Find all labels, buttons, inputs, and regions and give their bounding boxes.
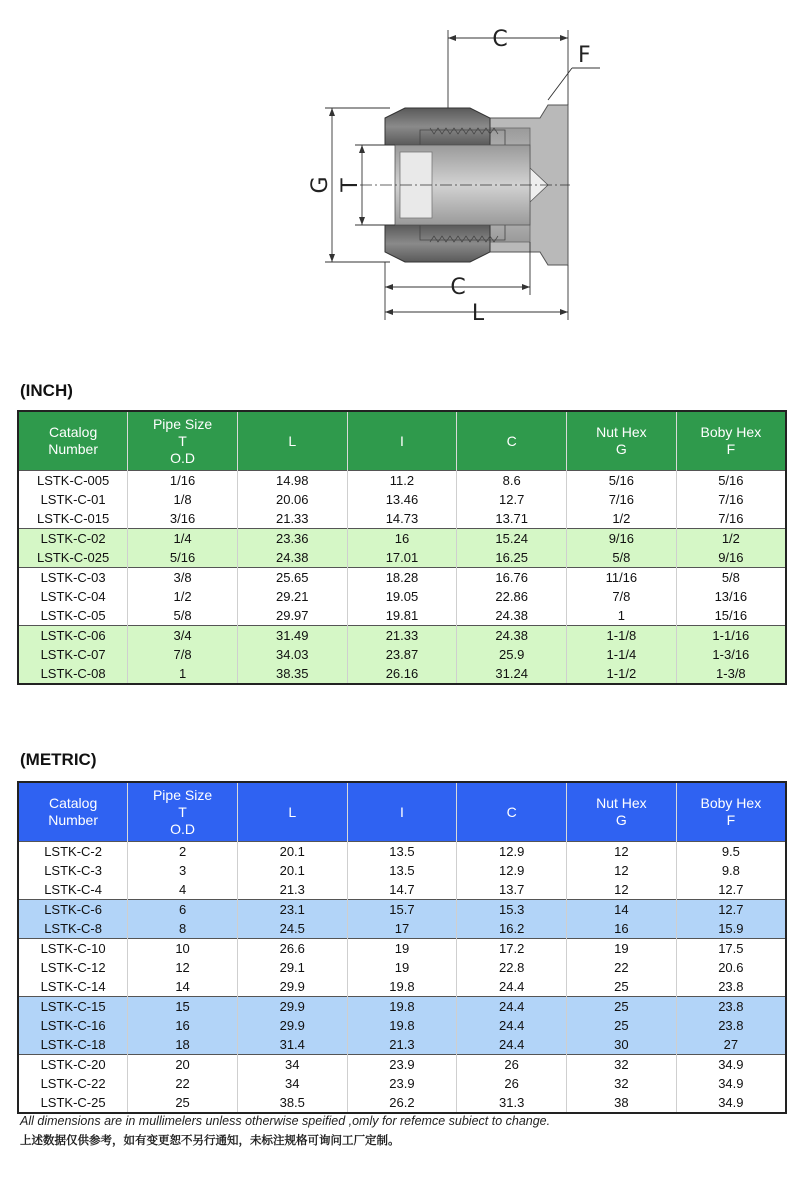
metric-row-group	[18, 900, 786, 939]
table-cell: 38.35	[237, 664, 347, 684]
metric-row-group	[18, 842, 786, 900]
table-cell: 25.65	[237, 568, 347, 588]
table-cell: 14	[567, 900, 677, 920]
table-cell: 20.6	[676, 958, 786, 977]
table-cell: 3/16	[128, 509, 238, 529]
table-cell: 19.8	[347, 997, 457, 1017]
table-cell: 7/16	[676, 490, 786, 509]
table-cell: 1-1/16	[676, 626, 786, 646]
table-cell: LSTK-C-22	[18, 1074, 128, 1093]
table-row	[18, 548, 786, 568]
table-cell: LSTK-C-03	[18, 568, 128, 588]
table-cell: 13.7	[457, 880, 567, 900]
table-cell: 25.9	[457, 645, 567, 664]
table-cell: 31.3	[457, 1093, 567, 1113]
table-cell: 1-3/16	[676, 645, 786, 664]
dim-label-l: L	[471, 301, 485, 326]
table-cell: 15.3	[457, 900, 567, 920]
table-row	[18, 939, 786, 959]
table-cell: 1/2	[128, 587, 238, 606]
metric-col-header-line: C	[506, 803, 517, 820]
inch-col-header-line: L	[288, 432, 297, 449]
table-cell: 29.9	[237, 997, 347, 1017]
inch-col-header	[567, 411, 677, 471]
table-cell: 24.38	[237, 548, 347, 568]
table-cell: 12.7	[676, 880, 786, 900]
table-cell: 16.25	[457, 548, 567, 568]
inch-col-header-line: O.D	[170, 449, 195, 466]
table-cell: 17.5	[676, 939, 786, 959]
table-cell: LSTK-C-15	[18, 997, 128, 1017]
table-cell: 26.16	[347, 664, 457, 684]
table-cell: 8.6	[457, 471, 567, 491]
table-cell: 31.49	[237, 626, 347, 646]
table-row	[18, 529, 786, 549]
table-cell: 23.9	[347, 1074, 457, 1093]
table-cell: 19.8	[347, 1016, 457, 1035]
metric-col-header	[567, 782, 677, 842]
metric-col-header-line: Boby Hex	[700, 795, 762, 811]
table-cell: 38.5	[237, 1093, 347, 1113]
table-cell: 9/16	[567, 529, 677, 549]
table-row	[18, 626, 786, 646]
table-cell: 11/16	[567, 568, 677, 588]
table-cell: 29.9	[237, 1016, 347, 1035]
table-cell: 29.97	[237, 606, 347, 626]
table-cell: 15.9	[676, 919, 786, 939]
table-cell: 24.4	[457, 1016, 567, 1035]
table-cell: 27	[676, 1035, 786, 1055]
inch-col-header-line: Number	[48, 441, 98, 457]
metric-col-header-line: T	[178, 803, 187, 820]
table-cell: 12	[567, 842, 677, 862]
table-cell: 24.4	[457, 1035, 567, 1055]
metric-table-header	[18, 782, 786, 842]
table-row	[18, 842, 786, 862]
table-row	[18, 587, 786, 606]
inch-col-header-line: I	[400, 432, 404, 449]
table-cell: 23.8	[676, 997, 786, 1017]
metric-col-header	[18, 782, 128, 842]
table-cell: 5/8	[567, 548, 677, 568]
table-cell: 38	[567, 1093, 677, 1113]
table-row	[18, 1055, 786, 1075]
table-cell: 1	[128, 664, 238, 684]
table-cell: LSTK-C-16	[18, 1016, 128, 1035]
table-cell: 12	[128, 958, 238, 977]
table-cell: 31.24	[457, 664, 567, 684]
inch-row-group	[18, 471, 786, 529]
inch-col-header-line: G	[615, 441, 627, 457]
dim-label-f: F	[578, 43, 591, 68]
table-cell: 22.8	[457, 958, 567, 977]
table-cell: 12	[567, 861, 677, 880]
table-cell: 24.5	[237, 919, 347, 939]
table-cell: 7/16	[567, 490, 677, 509]
metric-col-header	[457, 782, 567, 842]
table-cell: 20.1	[237, 861, 347, 880]
table-cell: 17	[347, 919, 457, 939]
table-cell: 26.2	[347, 1093, 457, 1113]
dim-label-c-bottom: C	[450, 275, 466, 300]
table-cell: 1	[567, 606, 677, 626]
table-cell: LSTK-C-01	[18, 490, 128, 509]
inch-spec-table	[17, 410, 787, 685]
table-cell: 19.8	[347, 977, 457, 997]
table-cell: 1-1/2	[567, 664, 677, 684]
table-cell: 23.1	[237, 900, 347, 920]
table-cell: 12.9	[457, 861, 567, 880]
table-cell: 23.8	[676, 1016, 786, 1035]
table-cell: 24.4	[457, 977, 567, 997]
table-cell: 19	[567, 939, 677, 959]
inch-section-title: (INCH)	[20, 381, 73, 400]
table-cell: 16.2	[457, 919, 567, 939]
table-cell: 21.3	[237, 880, 347, 900]
table-cell: 20.06	[237, 490, 347, 509]
table-cell: 21.33	[347, 626, 457, 646]
table-row	[18, 490, 786, 509]
table-cell: LSTK-C-20	[18, 1055, 128, 1075]
table-cell: 1-3/8	[676, 664, 786, 684]
table-cell: LSTK-C-14	[18, 977, 128, 997]
table-cell: 30	[567, 1035, 677, 1055]
table-cell: 32	[567, 1055, 677, 1075]
table-cell: 13.71	[457, 509, 567, 529]
metric-col-header-line: Catalog	[48, 795, 98, 811]
table-cell: 34	[237, 1055, 347, 1075]
table-cell: 11.2	[347, 471, 457, 491]
table-row	[18, 1016, 786, 1035]
inch-col-header	[347, 411, 457, 471]
table-cell: 12.9	[457, 842, 567, 862]
table-cell: LSTK-C-07	[18, 645, 128, 664]
table-cell: 22	[567, 958, 677, 977]
table-row	[18, 977, 786, 997]
table-cell: 1/8	[128, 490, 238, 509]
metric-col-header-line: O.D	[170, 820, 195, 837]
inch-col-header-line: Catalog	[48, 424, 98, 440]
table-cell: 32	[567, 1074, 677, 1093]
table-cell: 20	[128, 1055, 238, 1075]
table-cell: 23.8	[676, 977, 786, 997]
metric-spec-table	[17, 781, 787, 1114]
table-row	[18, 645, 786, 664]
table-cell: 1/4	[128, 529, 238, 549]
metric-col-header	[347, 782, 457, 842]
table-cell: 9/16	[676, 548, 786, 568]
table-cell: 31.4	[237, 1035, 347, 1055]
inch-row-group	[18, 568, 786, 626]
inch-col-header	[457, 411, 567, 471]
table-row	[18, 664, 786, 684]
table-cell: LSTK-C-025	[18, 548, 128, 568]
table-row	[18, 509, 786, 529]
table-cell: 13.5	[347, 842, 457, 862]
table-cell: 13.5	[347, 861, 457, 880]
table-cell: LSTK-C-06	[18, 626, 128, 646]
table-cell: 2	[128, 842, 238, 862]
table-cell: 34	[237, 1074, 347, 1093]
table-cell: 34.9	[676, 1074, 786, 1093]
table-cell: 16	[128, 1016, 238, 1035]
table-cell: 13/16	[676, 587, 786, 606]
dim-label-g: G	[308, 176, 333, 194]
table-cell: LSTK-C-6	[18, 900, 128, 920]
table-cell: LSTK-C-04	[18, 587, 128, 606]
table-cell: 25	[567, 1016, 677, 1035]
table-cell: 1-1/8	[567, 626, 677, 646]
table-cell: 3/8	[128, 568, 238, 588]
dim-label-t: T	[338, 178, 363, 192]
table-cell: 15	[128, 997, 238, 1017]
table-cell: 24.38	[457, 626, 567, 646]
table-cell: 17.01	[347, 548, 457, 568]
table-cell: 12.7	[676, 900, 786, 920]
table-cell: 25	[567, 997, 677, 1017]
table-row	[18, 919, 786, 939]
inch-col-header	[128, 411, 238, 471]
table-cell: 14.7	[347, 880, 457, 900]
table-cell: 5/16	[128, 548, 238, 568]
table-cell: 19.05	[347, 587, 457, 606]
table-cell: LSTK-C-18	[18, 1035, 128, 1055]
inch-row-group	[18, 529, 786, 568]
table-cell: 13.46	[347, 490, 457, 509]
table-cell: 9.8	[676, 861, 786, 880]
metric-col-header-line: I	[400, 803, 404, 820]
table-cell: 1/16	[128, 471, 238, 491]
table-cell: LSTK-C-12	[18, 958, 128, 977]
metric-col-header-line: G	[615, 812, 627, 828]
metric-col-header-line: Number	[48, 812, 98, 828]
table-cell: LSTK-C-8	[18, 919, 128, 939]
table-cell: 8	[128, 919, 238, 939]
table-cell: 26	[457, 1055, 567, 1075]
table-row	[18, 880, 786, 900]
table-cell: LSTK-C-4	[18, 880, 128, 900]
table-cell: LSTK-C-05	[18, 606, 128, 626]
table-cell: 25	[128, 1093, 238, 1113]
table-cell: 3/4	[128, 626, 238, 646]
inch-col-header-line: C	[506, 432, 517, 449]
inch-row-group	[18, 626, 786, 685]
table-cell: 17.2	[457, 939, 567, 959]
table-cell: 16	[347, 529, 457, 549]
table-cell: 16	[567, 919, 677, 939]
inch-col-header-line: F	[726, 441, 736, 457]
fitting-cap-drawing	[0, 0, 800, 350]
metric-col-header-line: L	[288, 803, 297, 820]
dim-label-c-top: C	[492, 27, 508, 52]
metric-col-header	[676, 782, 786, 842]
table-cell: 34.9	[676, 1055, 786, 1075]
table-row	[18, 1074, 786, 1093]
table-cell: 29.21	[237, 587, 347, 606]
table-cell: LSTK-C-10	[18, 939, 128, 959]
table-cell: LSTK-C-015	[18, 509, 128, 529]
table-cell: 26.6	[237, 939, 347, 959]
table-cell: 5/16	[676, 471, 786, 491]
table-row	[18, 1035, 786, 1055]
table-cell: 25	[567, 977, 677, 997]
table-cell: 18	[128, 1035, 238, 1055]
table-row	[18, 861, 786, 880]
table-cell: 21.33	[237, 509, 347, 529]
table-row	[18, 958, 786, 977]
metric-row-group	[18, 997, 786, 1055]
table-cell: 15/16	[676, 606, 786, 626]
table-cell: 1-1/4	[567, 645, 677, 664]
table-cell: 21.3	[347, 1035, 457, 1055]
dimensions-note: All dimensions are in mullimelers unless otherwise speified ,omly for refemce subiect to change.	[20, 1114, 551, 1128]
table-cell: 14.73	[347, 509, 457, 529]
table-cell: 23.9	[347, 1055, 457, 1075]
table-cell: 15.7	[347, 900, 457, 920]
table-cell: LSTK-C-25	[18, 1093, 128, 1113]
table-cell: 34.03	[237, 645, 347, 664]
metric-col-header-line: F	[726, 812, 736, 828]
table-cell: 9.5	[676, 842, 786, 862]
table-cell: 34.9	[676, 1093, 786, 1113]
metric-section-title: (METRIC)	[20, 750, 97, 769]
table-row	[18, 997, 786, 1017]
inch-col-header-line: Pipe Size	[152, 415, 213, 432]
table-cell: 6	[128, 900, 238, 920]
table-cell: 14.98	[237, 471, 347, 491]
metric-row-group	[18, 939, 786, 997]
inch-table-header	[18, 411, 786, 471]
inch-col-header-line: T	[178, 432, 187, 449]
table-cell: LSTK-C-005	[18, 471, 128, 491]
table-cell: 5/8	[128, 606, 238, 626]
inch-col-header	[18, 411, 128, 471]
inch-col-header-line: Boby Hex	[700, 424, 762, 440]
table-cell: 16.76	[457, 568, 567, 588]
table-cell: 7/8	[128, 645, 238, 664]
table-cell: 20.1	[237, 842, 347, 862]
metric-col-header-line: Pipe Size	[152, 786, 213, 803]
table-cell: 18.28	[347, 568, 457, 588]
table-row	[18, 1093, 786, 1113]
table-cell: 29.1	[237, 958, 347, 977]
table-cell: LSTK-C-08	[18, 664, 128, 684]
table-cell: 12.7	[457, 490, 567, 509]
table-cell: 26	[457, 1074, 567, 1093]
inch-col-header	[237, 411, 347, 471]
inch-col-header-line: Nut Hex	[596, 424, 647, 440]
table-cell: 29.9	[237, 977, 347, 997]
table-cell: 19	[347, 958, 457, 977]
metric-col-header	[237, 782, 347, 842]
table-cell: 4	[128, 880, 238, 900]
table-cell: 19.81	[347, 606, 457, 626]
table-cell: 7/16	[676, 509, 786, 529]
table-cell: 1/2	[676, 529, 786, 549]
table-cell: 19	[347, 939, 457, 959]
table-cell: 5/16	[567, 471, 677, 491]
table-cell: 23.87	[347, 645, 457, 664]
table-cell: 22	[128, 1074, 238, 1093]
table-cell: 5/8	[676, 568, 786, 588]
table-cell: 15.24	[457, 529, 567, 549]
metric-col-header	[128, 782, 238, 842]
table-cell: 24.38	[457, 606, 567, 626]
table-row	[18, 568, 786, 588]
table-cell: 22.86	[457, 587, 567, 606]
metric-col-header-line: Nut Hex	[596, 795, 647, 811]
table-cell: LSTK-C-3	[18, 861, 128, 880]
table-row	[18, 471, 786, 491]
table-cell: 23.36	[237, 529, 347, 549]
table-cell: 7/8	[567, 587, 677, 606]
table-row	[18, 606, 786, 626]
table-cell: 12	[567, 880, 677, 900]
table-cell: 3	[128, 861, 238, 880]
table-row	[18, 900, 786, 920]
metric-row-group	[18, 1055, 786, 1114]
table-cell: 24.4	[457, 997, 567, 1017]
inch-col-header	[676, 411, 786, 471]
table-cell: 14	[128, 977, 238, 997]
table-cell: LSTK-C-02	[18, 529, 128, 549]
table-cell: 10	[128, 939, 238, 959]
disclaimer-note-chinese: 上述数据仅供参考，如有变更恕不另行通知，未标注规格可询问工厂定制。	[20, 1133, 400, 1147]
table-cell: LSTK-C-2	[18, 842, 128, 862]
table-cell: 1/2	[567, 509, 677, 529]
